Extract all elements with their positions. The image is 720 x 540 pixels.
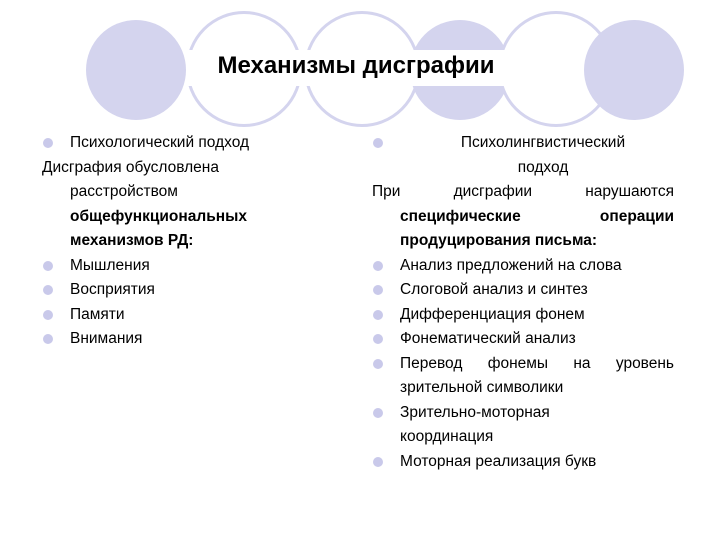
right-heading [372, 131, 674, 180]
right-list-item [372, 254, 674, 279]
right-list-item-text: Дифференциация фонем [400, 305, 585, 323]
left-list-item [42, 303, 322, 328]
left-list-item-text: Восприятия [70, 281, 155, 298]
right-list-item-text: Перевод фонемы на уровень [400, 354, 674, 372]
right-intro-word: нарушаются [585, 183, 674, 200]
right-list-item-text: Моторная реализация букв [400, 452, 597, 470]
right-list-item [372, 303, 674, 328]
decor-circle-1 [86, 20, 186, 120]
right-list-item [372, 278, 674, 303]
right-intro-rest [372, 205, 674, 254]
left-intro-line: расстройством [70, 183, 178, 200]
left-heading-text: Психологический подход [70, 134, 250, 151]
left-column [42, 131, 322, 352]
right-list-item [372, 450, 674, 475]
right-list-item [372, 352, 674, 401]
slide-title: Механизмы дисграфии [217, 52, 495, 79]
right-list-item-text: Слоговой анализ и синтез [400, 281, 588, 298]
left-list-item [42, 278, 322, 303]
left-list-item [42, 327, 322, 352]
left-intro-text: Дисграфия обусловлена [42, 158, 219, 176]
right-heading-line: подход [517, 158, 569, 176]
left-intro [42, 156, 322, 181]
right-intro-line: продуцирования письма: [400, 232, 598, 249]
right-column [372, 131, 674, 474]
left-list-item-text: Памяти [70, 305, 125, 323]
right-list-item [372, 327, 674, 352]
left-list-item [42, 254, 322, 279]
right-intro-word: При [372, 183, 401, 200]
left-heading [42, 131, 322, 156]
left-intro-rest [42, 180, 322, 254]
right-list-item-text: Зрительно-моторная [400, 403, 550, 421]
right-list-item-text: Анализ предложений на слова [400, 256, 622, 274]
left-intro-line: механизмов РД: [70, 232, 194, 249]
right-list-item-text: Фонематический анализ [400, 330, 576, 347]
right-list-item-text: координация [400, 428, 494, 445]
right-list-item-text: зрительной символики [400, 379, 564, 396]
right-intro-line: специфические операции [400, 207, 674, 225]
right-intro-word: дисграфии [453, 183, 533, 200]
left-list-item-text: Внимания [70, 330, 143, 347]
right-heading-line: Психолингвистический [460, 134, 626, 151]
decor-circle-3 [584, 20, 684, 120]
right-intro [372, 180, 674, 205]
left-intro-line: общефункциональных [70, 207, 247, 225]
right-list-item [372, 401, 674, 450]
left-list-item-text: Мышления [70, 256, 150, 274]
